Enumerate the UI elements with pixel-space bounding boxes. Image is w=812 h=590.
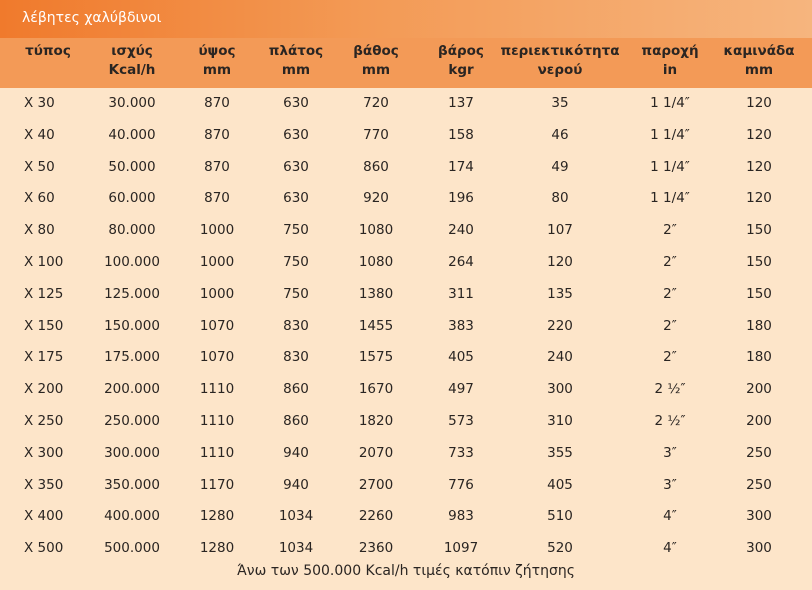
- cell-flow: 2 ½″: [654, 381, 686, 398]
- cell-flow: 2″: [663, 253, 677, 270]
- cell-height: 1280: [199, 540, 235, 557]
- table-row: [0, 342, 812, 374]
- header-water-capacity-line2: νερού: [537, 62, 583, 78]
- cell-flow: 3″: [663, 476, 677, 493]
- title-bar: [0, 0, 812, 38]
- cell-width: 940: [283, 444, 309, 461]
- cell-type: X 60: [24, 190, 55, 207]
- header-width: [258, 42, 334, 80]
- cell-water-capacity: 510: [547, 508, 573, 525]
- header-chimney: [712, 42, 806, 80]
- cell-chimney: 150: [746, 253, 772, 270]
- table-row: [0, 247, 812, 279]
- cell-height: 1280: [199, 508, 235, 525]
- cell-height: 1110: [199, 381, 235, 398]
- cell-weight: 573: [448, 412, 474, 429]
- header-power-line2: Kcal/h: [108, 62, 156, 78]
- cell-chimney: 120: [746, 126, 772, 143]
- header-power-line1: ισχύς: [111, 43, 153, 59]
- cell-water-capacity: 300: [547, 381, 573, 398]
- cell-power: 125.000: [104, 285, 160, 302]
- cell-height: 1000: [199, 285, 235, 302]
- cell-flow: 1 1/4″: [650, 190, 690, 207]
- cell-power: 50.000: [108, 158, 156, 175]
- cell-weight: 983: [448, 508, 474, 525]
- cell-depth: 770: [363, 126, 389, 143]
- header-water-capacity: [492, 42, 628, 80]
- cell-power: 200.000: [104, 381, 160, 398]
- table-row: [0, 120, 812, 152]
- cell-flow: 2 ½″: [654, 412, 686, 429]
- table-row: [0, 501, 812, 533]
- table-row: [0, 215, 812, 247]
- cell-chimney: 300: [746, 540, 772, 557]
- cell-flow: 1 1/4″: [650, 126, 690, 143]
- cell-water-capacity: 135: [547, 285, 573, 302]
- cell-width: 830: [283, 317, 309, 334]
- table-row: [0, 88, 812, 120]
- cell-type: X 80: [24, 222, 55, 239]
- cell-weight: 196: [448, 190, 474, 207]
- table-row: [0, 311, 812, 343]
- cell-width: 860: [283, 412, 309, 429]
- cell-chimney: 150: [746, 285, 772, 302]
- cell-water-capacity: 80: [551, 190, 569, 207]
- cell-depth: 720: [363, 95, 389, 111]
- cell-water-capacity: 310: [547, 412, 573, 429]
- cell-type: X 125: [24, 285, 64, 302]
- table-title: λέβητες χαλύβδινοι: [22, 10, 162, 26]
- cell-chimney: 120: [746, 158, 772, 175]
- cell-depth: 920: [363, 190, 389, 207]
- cell-chimney: 180: [746, 349, 772, 366]
- cell-water-capacity: 520: [547, 540, 573, 557]
- header-width-line1: πλάτος: [268, 43, 324, 59]
- cell-power: 350.000: [104, 476, 160, 493]
- header-row: [0, 38, 812, 88]
- cell-flow: 1 1/4″: [650, 95, 690, 111]
- cell-depth: 1080: [358, 253, 394, 270]
- header-height: [182, 42, 252, 80]
- cell-chimney: 200: [746, 412, 772, 429]
- cell-water-capacity: 405: [547, 476, 573, 493]
- cell-weight: 405: [448, 349, 474, 366]
- cell-depth: 2360: [358, 540, 394, 557]
- header-flow: [630, 42, 710, 80]
- cell-water-capacity: 46: [551, 126, 569, 143]
- cell-height: 1000: [199, 253, 235, 270]
- cell-weight: 174: [448, 158, 474, 175]
- cell-weight: 240: [448, 222, 474, 239]
- cell-depth: 2260: [358, 508, 394, 525]
- cell-water-capacity: 35: [551, 95, 569, 111]
- cell-height: 1170: [199, 476, 235, 493]
- cell-power: 300.000: [104, 444, 160, 461]
- cell-weight: 383: [448, 317, 474, 334]
- cell-water-capacity: 49: [551, 158, 569, 175]
- cell-power: 400.000: [104, 508, 160, 525]
- cell-power: 175.000: [104, 349, 160, 366]
- cell-depth: 860: [363, 158, 389, 175]
- cell-water-capacity: 107: [547, 222, 573, 239]
- cell-water-capacity: 355: [547, 444, 573, 461]
- cell-type: X 200: [24, 381, 64, 398]
- cell-weight: 1097: [443, 540, 479, 557]
- cell-water-capacity: 240: [547, 349, 573, 366]
- cell-weight: 733: [448, 444, 474, 461]
- cell-chimney: 180: [746, 317, 772, 334]
- cell-power: 100.000: [104, 253, 160, 270]
- cell-depth: 1670: [358, 381, 394, 398]
- cell-width: 630: [283, 95, 309, 111]
- header-flow-line1: παροχή: [641, 43, 699, 59]
- header-flow-line2: in: [662, 62, 678, 78]
- cell-type: X 400: [24, 508, 64, 525]
- cell-height: 1110: [199, 444, 235, 461]
- table-row: [0, 470, 812, 502]
- cell-chimney: 300: [746, 508, 772, 525]
- header-height-line1: ύψος: [198, 43, 236, 59]
- table-row: [0, 279, 812, 311]
- cell-power: 30.000: [108, 95, 156, 111]
- cell-chimney: 120: [746, 190, 772, 207]
- cell-height: 1000: [199, 222, 235, 239]
- cell-type: X 300: [24, 444, 64, 461]
- cell-chimney: 250: [746, 444, 772, 461]
- cell-width: 940: [283, 476, 309, 493]
- header-weight: [426, 42, 496, 80]
- cell-flow: 4″: [663, 540, 677, 557]
- cell-height: 1070: [199, 317, 235, 334]
- cell-type: X 250: [24, 412, 64, 429]
- cell-width: 830: [283, 349, 309, 366]
- header-depth-line1: βάθος: [353, 43, 399, 59]
- cell-height: 870: [204, 95, 230, 111]
- cell-power: 250.000: [104, 412, 160, 429]
- cell-type: X 350: [24, 476, 64, 493]
- cell-width: 630: [283, 158, 309, 175]
- cell-weight: 158: [448, 126, 474, 143]
- cell-width: 860: [283, 381, 309, 398]
- cell-height: 1070: [199, 349, 235, 366]
- cell-type: X 500: [24, 540, 64, 557]
- cell-power: 60.000: [108, 190, 156, 207]
- cell-chimney: 250: [746, 476, 772, 493]
- cell-height: 1110: [199, 412, 235, 429]
- header-water-capacity-line1: περιεκτικότητα: [500, 43, 620, 59]
- cell-power: 150.000: [104, 317, 160, 334]
- cell-weight: 137: [448, 95, 474, 111]
- cell-chimney: 200: [746, 381, 772, 398]
- cell-width: 630: [283, 190, 309, 207]
- cell-type: X 175: [24, 349, 64, 366]
- cell-flow: 2″: [663, 317, 677, 334]
- cell-weight: 264: [448, 253, 474, 270]
- cell-depth: 1820: [358, 412, 394, 429]
- header-height-line2: mm: [202, 62, 232, 78]
- cell-depth: 1080: [358, 222, 394, 239]
- cell-width: 1034: [278, 540, 314, 557]
- cell-depth: 1455: [358, 317, 394, 334]
- header-weight-line2: kgr: [448, 62, 474, 78]
- cell-water-capacity: 220: [547, 317, 573, 334]
- header-chimney-line2: mm: [744, 62, 774, 78]
- header-type-line1: τύπος: [25, 43, 71, 59]
- cell-chimney: 150: [746, 222, 772, 239]
- table-row: [0, 183, 812, 215]
- cell-flow: 2″: [663, 222, 677, 239]
- table-row: [0, 533, 812, 565]
- header-weight-line1: βάρος: [438, 43, 484, 59]
- cell-flow: 4″: [663, 508, 677, 525]
- cell-water-capacity: 120: [547, 253, 573, 270]
- cell-type: X 50: [24, 158, 55, 175]
- header-width-line2: mm: [281, 62, 311, 78]
- cell-width: 750: [283, 253, 309, 270]
- footer-note: Άνω των 500.000 Kcal/h τιμές κατόπιν ζήτησης: [237, 563, 575, 579]
- table-body: [0, 88, 812, 565]
- header-chimney-line1: καμινάδα: [723, 43, 795, 59]
- cell-depth: 1380: [358, 285, 394, 302]
- cell-height: 870: [204, 158, 230, 175]
- cell-weight: 776: [448, 476, 474, 493]
- cell-type: X 30: [24, 95, 55, 111]
- cell-depth: 2700: [358, 476, 394, 493]
- table-row: [0, 406, 812, 438]
- cell-width: 1034: [278, 508, 314, 525]
- cell-chimney: 120: [746, 95, 772, 111]
- cell-power: 80.000: [108, 222, 156, 239]
- cell-weight: 311: [448, 285, 474, 302]
- cell-flow: 3″: [663, 444, 677, 461]
- table-row: [0, 152, 812, 184]
- cell-height: 870: [204, 126, 230, 143]
- cell-power: 40.000: [108, 126, 156, 143]
- cell-height: 870: [204, 190, 230, 207]
- header-power: [92, 42, 172, 80]
- cell-type: X 150: [24, 317, 64, 334]
- header-depth: [336, 42, 416, 80]
- header-depth-line2: mm: [361, 62, 391, 78]
- cell-depth: 2070: [358, 444, 394, 461]
- table-row: [0, 374, 812, 406]
- cell-type: X 40: [24, 126, 55, 143]
- cell-weight: 497: [448, 381, 474, 398]
- cell-flow: 2″: [663, 349, 677, 366]
- cell-width: 630: [283, 126, 309, 143]
- cell-type: X 100: [24, 253, 64, 270]
- cell-flow: 1 1/4″: [650, 158, 690, 175]
- cell-width: 750: [283, 222, 309, 239]
- table-row: [0, 438, 812, 470]
- cell-depth: 1575: [358, 349, 394, 366]
- cell-power: 500.000: [104, 540, 160, 557]
- header-type: [18, 42, 78, 61]
- cell-flow: 2″: [663, 285, 677, 302]
- cell-width: 750: [283, 285, 309, 302]
